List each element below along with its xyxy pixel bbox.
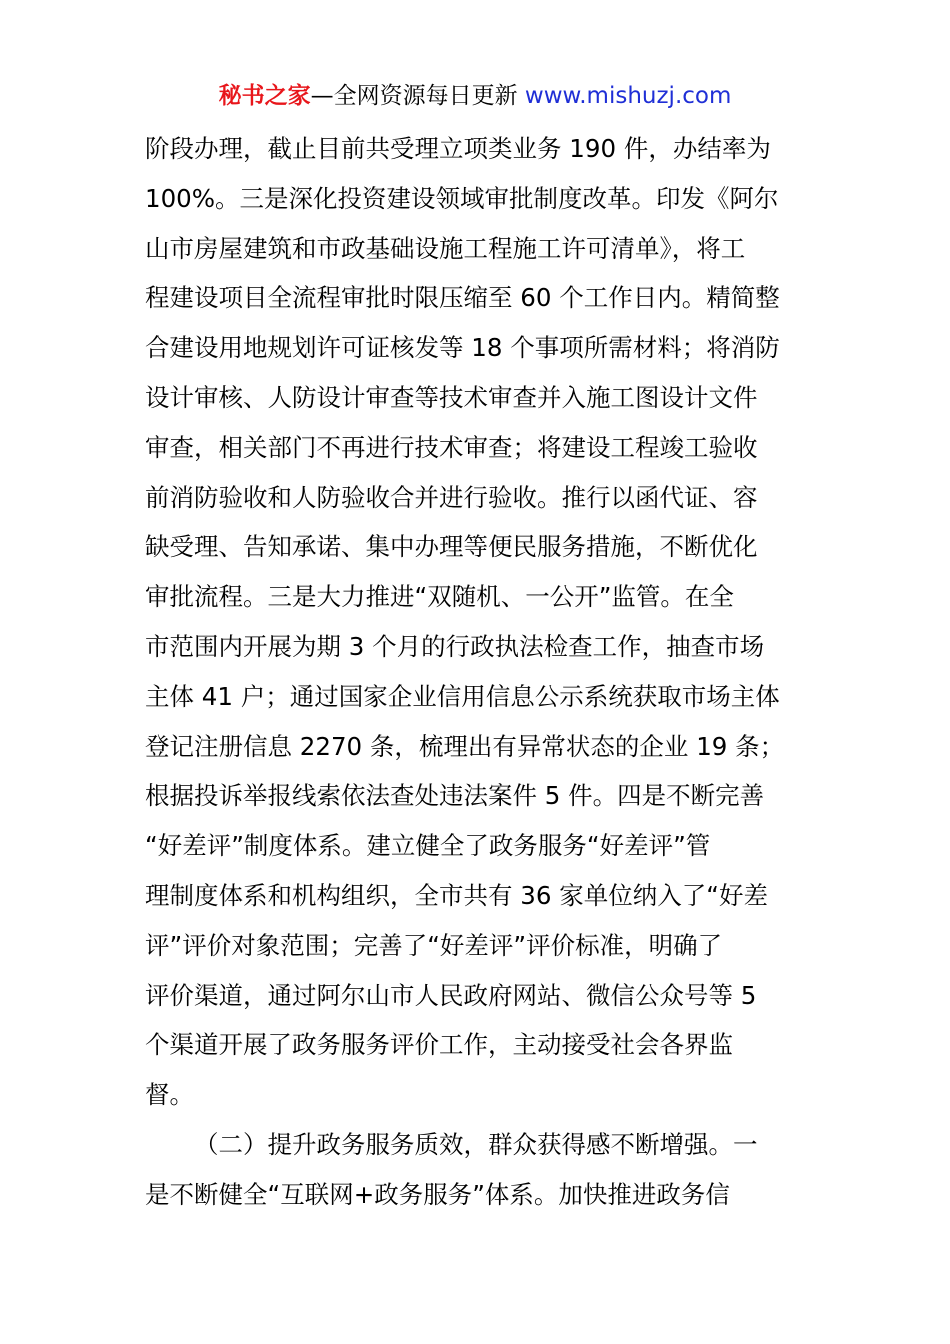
text-line: 设计审核、人防设计审查等技术审查并入施工图设计文件 bbox=[145, 382, 758, 412]
section-heading-line: （二）提升政务服务质效，群众获得感不断增强。一 bbox=[194, 1129, 758, 1159]
text-line: 前消防验收和人防验收合并进行验收。推行以函代证、容 bbox=[145, 482, 758, 512]
text-line: 程建设项目全流程审批时限压缩至 60 个工作日内。精简整 bbox=[145, 283, 780, 313]
text-line: 100%。三是深化投资建设领域审批制度改革。印发《阿尔 bbox=[145, 183, 779, 213]
text-line: 缺受理、告知承诺、集中办理等便民服务措施，不断优化 bbox=[145, 532, 758, 562]
site-url-link[interactable]: www.mishuzj.com bbox=[524, 83, 732, 109]
text-line: 理制度体系和机构组织，全市共有 36 家单位纳入了“好差 bbox=[145, 880, 768, 910]
site-brand: 秘书之家 bbox=[218, 83, 311, 109]
text-line: 主体 41 户；通过国家企业信用信息公示系统获取市场主体 bbox=[145, 681, 780, 711]
text-line: 是不断健全“互联网+政务服务”体系。加快推进政务信 bbox=[145, 1179, 730, 1209]
text-line: 合建设用地规划许可证核发等 18 个事项所需材料；将消防 bbox=[145, 333, 780, 363]
site-header bbox=[0, 80, 950, 112]
document-body bbox=[145, 124, 815, 1220]
text-line: 评”评价对象范围；完善了“好差评”评价标准，明确了 bbox=[145, 930, 723, 960]
text-line: 个渠道开展了政务服务评价工作，主动接受社会各界监 bbox=[145, 1030, 733, 1060]
text-line: 督。 bbox=[145, 1080, 194, 1110]
site-tagline: —全网资源每日更新 bbox=[310, 83, 525, 109]
text-line: 阶段办理，截止目前共受理立项类业务 190 件，办结率为 bbox=[145, 134, 771, 163]
text-line: 登记注册信息 2270 条，梳理出有异常状态的企业 19 条； bbox=[145, 731, 785, 761]
text-line: 根据投诉举报线索依法查处违法案件 5 件。四是不断完善 bbox=[145, 781, 765, 811]
text-line: 山市房屋建筑和市政基础设施工程施工许可清单》，将工 bbox=[145, 233, 746, 263]
text-line: 评价渠道，通过阿尔山市人民政府网站、微信公众号等 5 bbox=[145, 980, 757, 1010]
text-line: 审查，相关部门不再进行技术审查；将建设工程竣工验收 bbox=[145, 432, 758, 462]
text-line: 审批流程。三是大力推进“双随机、一公开”监管。在全 bbox=[145, 582, 734, 612]
text-line: 市范围内开展为期 3 个月的行政执法检查工作，抽查市场 bbox=[145, 631, 765, 661]
text-line: “好差评”制度体系。建立健全了政务服务“好差评”管 bbox=[145, 831, 711, 861]
